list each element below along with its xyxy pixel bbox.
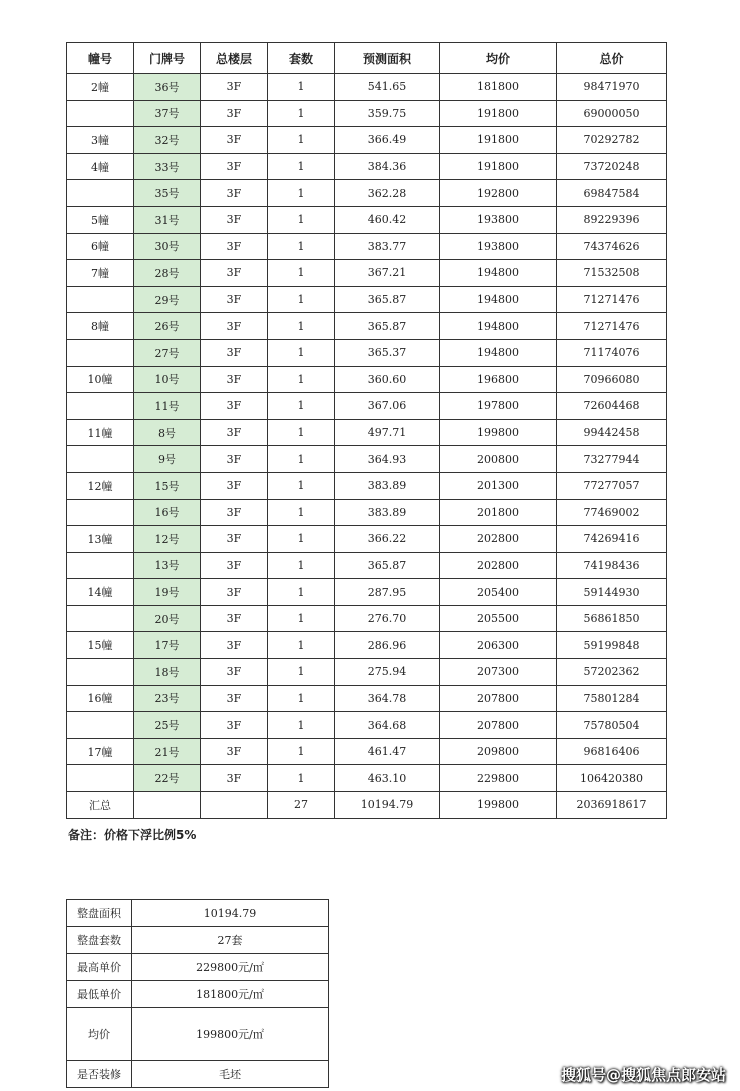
- avg-price-cell: 205400: [440, 579, 557, 606]
- avg-price-cell: 201300: [440, 472, 557, 499]
- col-units: 套数: [268, 43, 335, 74]
- summary-value: 毛坯: [132, 1061, 329, 1088]
- table-row: [67, 685, 667, 712]
- building-cell: 5幢: [67, 206, 134, 233]
- building-cell: 6幢: [67, 233, 134, 260]
- area-cell: 359.75: [335, 100, 440, 127]
- units-cell: 1: [268, 153, 335, 180]
- avg-price-cell: 192800: [440, 180, 557, 207]
- units-cell: 1: [268, 127, 335, 154]
- table-row: [67, 366, 667, 393]
- avg-price-cell: 194800: [440, 313, 557, 340]
- floors-cell: 3F: [201, 153, 268, 180]
- table-row: [67, 499, 667, 526]
- floors-cell: 3F: [201, 472, 268, 499]
- area-cell: 286.96: [335, 632, 440, 659]
- table-row: [67, 74, 667, 101]
- units-cell: 1: [268, 366, 335, 393]
- units-cell: 1: [268, 526, 335, 553]
- area-cell: 365.87: [335, 286, 440, 313]
- table-row: [67, 552, 667, 579]
- total-price-cell: 72604468: [557, 393, 667, 420]
- units-cell: 1: [268, 100, 335, 127]
- summary-table: [66, 899, 329, 1088]
- total-price-cell: 56861850: [557, 605, 667, 632]
- table-row: [67, 765, 667, 792]
- units-cell: 1: [268, 339, 335, 366]
- total-price-cell: 98471970: [557, 74, 667, 101]
- door-cell: 21号: [134, 738, 201, 765]
- building-cell: 8幢: [67, 313, 134, 340]
- building-cell: [67, 499, 134, 526]
- door-cell: 31号: [134, 206, 201, 233]
- table-row: [67, 659, 667, 686]
- area-cell: 365.87: [335, 313, 440, 340]
- building-cell: [67, 339, 134, 366]
- avg-price-cell: 229800: [440, 765, 557, 792]
- total-price-cell: 77277057: [557, 472, 667, 499]
- floors-cell: 3F: [201, 260, 268, 287]
- table-row: [67, 127, 667, 154]
- area-cell: 276.70: [335, 605, 440, 632]
- area-cell: 383.89: [335, 499, 440, 526]
- door-cell: 27号: [134, 339, 201, 366]
- door-cell: 35号: [134, 180, 201, 207]
- avg-price-cell: 181800: [440, 74, 557, 101]
- floors-cell: 3F: [201, 100, 268, 127]
- avg-price-cell: 194800: [440, 260, 557, 287]
- units-cell: 1: [268, 286, 335, 313]
- avg-price-cell: 191800: [440, 153, 557, 180]
- area-cell: 364.93: [335, 446, 440, 473]
- floors-cell: [201, 792, 268, 819]
- avg-price-cell: 207800: [440, 685, 557, 712]
- door-cell: 36号: [134, 74, 201, 101]
- area-cell: 463.10: [335, 765, 440, 792]
- door-cell: 12号: [134, 526, 201, 553]
- summary-value: 229800元/㎡: [132, 954, 329, 981]
- floors-cell: 3F: [201, 712, 268, 739]
- door-cell: 19号: [134, 579, 201, 606]
- avg-price-cell: 191800: [440, 100, 557, 127]
- building-cell: [67, 712, 134, 739]
- floors-cell: 3F: [201, 526, 268, 553]
- avg-price-cell: 193800: [440, 206, 557, 233]
- door-cell: 30号: [134, 233, 201, 260]
- summary-label: 整盘套数: [67, 927, 132, 954]
- units-cell: 1: [268, 579, 335, 606]
- summary-label: 整盘面积: [67, 900, 132, 927]
- door-cell: 33号: [134, 153, 201, 180]
- building-cell: 12幢: [67, 472, 134, 499]
- area-cell: 287.95: [335, 579, 440, 606]
- door-cell: 26号: [134, 313, 201, 340]
- floors-cell: 3F: [201, 180, 268, 207]
- summary-row: [67, 900, 329, 927]
- summary-value: 27套: [132, 927, 329, 954]
- units-cell: 1: [268, 313, 335, 340]
- area-cell: 541.65: [335, 74, 440, 101]
- floors-cell: 3F: [201, 127, 268, 154]
- total-price-cell: 106420380: [557, 765, 667, 792]
- summary-value: 199800元/㎡: [132, 1008, 329, 1061]
- units-cell: 1: [268, 393, 335, 420]
- total-price-cell: 73720248: [557, 153, 667, 180]
- area-cell: 367.21: [335, 260, 440, 287]
- area-cell: 362.28: [335, 180, 440, 207]
- floors-cell: 3F: [201, 206, 268, 233]
- floors-cell: 3F: [201, 579, 268, 606]
- summary-row: [67, 981, 329, 1008]
- table-row: [67, 632, 667, 659]
- total-price-cell: 70292782: [557, 127, 667, 154]
- table-row: [67, 233, 667, 260]
- units-cell: 1: [268, 765, 335, 792]
- building-cell: 2幢: [67, 74, 134, 101]
- table-row: [67, 526, 667, 553]
- summary-row: [67, 927, 329, 954]
- units-cell: 1: [268, 499, 335, 526]
- table-row: [67, 260, 667, 287]
- avg-price-cell: 205500: [440, 605, 557, 632]
- area-cell: 366.22: [335, 526, 440, 553]
- door-cell: 37号: [134, 100, 201, 127]
- table-row: [67, 579, 667, 606]
- table-row: [67, 100, 667, 127]
- building-cell: 14幢: [67, 579, 134, 606]
- floors-cell: 3F: [201, 339, 268, 366]
- summary-label: 最低单价: [67, 981, 132, 1008]
- building-cell: 3幢: [67, 127, 134, 154]
- col-building: 幢号: [67, 43, 134, 74]
- door-cell: 15号: [134, 472, 201, 499]
- units-cell: 1: [268, 206, 335, 233]
- col-avg-price: 均价: [440, 43, 557, 74]
- summary-value: 10194.79: [132, 900, 329, 927]
- building-cell: [67, 180, 134, 207]
- col-area: 预测面积: [335, 43, 440, 74]
- table-row: [67, 206, 667, 233]
- total-price-cell: 75780504: [557, 712, 667, 739]
- total-price-cell: 73277944: [557, 446, 667, 473]
- table-row: [67, 472, 667, 499]
- building-cell: [67, 286, 134, 313]
- avg-price-cell: 209800: [440, 738, 557, 765]
- door-cell: 18号: [134, 659, 201, 686]
- total-price-cell: 71271476: [557, 286, 667, 313]
- building-cell: [67, 659, 134, 686]
- floors-cell: 3F: [201, 286, 268, 313]
- building-cell: 11幢: [67, 419, 134, 446]
- avg-price-cell: 197800: [440, 393, 557, 420]
- table-row: [67, 153, 667, 180]
- total-price-cell: 71532508: [557, 260, 667, 287]
- price-note: 备注：价格下浮比例5%: [68, 828, 197, 842]
- area-cell: 383.89: [335, 472, 440, 499]
- units-cell: 1: [268, 685, 335, 712]
- total-price-cell: 59144930: [557, 579, 667, 606]
- units-cell: 1: [268, 260, 335, 287]
- total-price-cell: 70966080: [557, 366, 667, 393]
- table-row: [67, 419, 667, 446]
- area-cell: 461.47: [335, 738, 440, 765]
- door-cell: 32号: [134, 127, 201, 154]
- door-cell: 8号: [134, 419, 201, 446]
- area-cell: 366.49: [335, 127, 440, 154]
- area-cell: 365.87: [335, 552, 440, 579]
- units-cell: 1: [268, 659, 335, 686]
- building-cell: [67, 765, 134, 792]
- floors-cell: 3F: [201, 366, 268, 393]
- total-price-cell: 69000050: [557, 100, 667, 127]
- table-row: [67, 313, 667, 340]
- building-cell: 17幢: [67, 738, 134, 765]
- avg-price-cell: 206300: [440, 632, 557, 659]
- total-price-cell: 74374626: [557, 233, 667, 260]
- total-price-cell: 71271476: [557, 313, 667, 340]
- total-price-cell: 99442458: [557, 419, 667, 446]
- avg-price-cell: 207300: [440, 659, 557, 686]
- area-cell: 460.42: [335, 206, 440, 233]
- building-cell: [67, 393, 134, 420]
- building-cell: 4幢: [67, 153, 134, 180]
- price-table: [66, 42, 667, 819]
- area-cell: 275.94: [335, 659, 440, 686]
- door-cell: 25号: [134, 712, 201, 739]
- avg-price-cell: 193800: [440, 233, 557, 260]
- summary-row: [67, 1061, 329, 1088]
- table-row: [67, 738, 667, 765]
- door-cell: 22号: [134, 765, 201, 792]
- door-cell: [134, 792, 201, 819]
- floors-cell: 3F: [201, 738, 268, 765]
- total-price-cell: 96816406: [557, 738, 667, 765]
- building-cell: [67, 552, 134, 579]
- building-cell: [67, 605, 134, 632]
- building-cell: 13幢: [67, 526, 134, 553]
- table-header-row: [67, 43, 667, 74]
- floors-cell: 3F: [201, 313, 268, 340]
- avg-price-cell: 196800: [440, 366, 557, 393]
- area-cell: 10194.79: [335, 792, 440, 819]
- area-cell: 384.36: [335, 153, 440, 180]
- summary-value: 181800元/㎡: [132, 981, 329, 1008]
- area-cell: 364.78: [335, 685, 440, 712]
- avg-price-cell: 199800: [440, 792, 557, 819]
- units-cell: 1: [268, 552, 335, 579]
- avg-price-cell: 191800: [440, 127, 557, 154]
- col-floors: 总楼层: [201, 43, 268, 74]
- building-cell: 汇总: [67, 792, 134, 819]
- watermark: 搜狐号@搜狐焦点郎安站: [560, 1066, 726, 1084]
- table-row: [67, 180, 667, 207]
- floors-cell: 3F: [201, 74, 268, 101]
- floors-cell: 3F: [201, 446, 268, 473]
- avg-price-cell: 202800: [440, 526, 557, 553]
- table-row: [67, 446, 667, 473]
- total-price-cell: 59199848: [557, 632, 667, 659]
- floors-cell: 3F: [201, 499, 268, 526]
- col-total-price: 总价: [557, 43, 667, 74]
- building-cell: [67, 446, 134, 473]
- table-row: [67, 605, 667, 632]
- table-row: [67, 339, 667, 366]
- total-price-cell: 89229396: [557, 206, 667, 233]
- total-price-cell: 71174076: [557, 339, 667, 366]
- units-cell: 1: [268, 419, 335, 446]
- total-price-cell: 77469002: [557, 499, 667, 526]
- avg-price-cell: 202800: [440, 552, 557, 579]
- floors-cell: 3F: [201, 632, 268, 659]
- area-cell: 367.06: [335, 393, 440, 420]
- table-row: [67, 286, 667, 313]
- building-cell: 10幢: [67, 366, 134, 393]
- units-cell: 1: [268, 446, 335, 473]
- total-price-cell: 75801284: [557, 685, 667, 712]
- floors-cell: 3F: [201, 605, 268, 632]
- avg-price-cell: 199800: [440, 419, 557, 446]
- floors-cell: 3F: [201, 765, 268, 792]
- door-cell: 23号: [134, 685, 201, 712]
- units-cell: 1: [268, 605, 335, 632]
- floors-cell: 3F: [201, 419, 268, 446]
- avg-price-cell: 200800: [440, 446, 557, 473]
- area-cell: 360.60: [335, 366, 440, 393]
- summary-row: [67, 1008, 329, 1061]
- door-cell: 11号: [134, 393, 201, 420]
- summary-row: [67, 954, 329, 981]
- door-cell: 10号: [134, 366, 201, 393]
- summary-label: 最高单价: [67, 954, 132, 981]
- table-row: [67, 792, 667, 819]
- avg-price-cell: 207800: [440, 712, 557, 739]
- avg-price-cell: 201800: [440, 499, 557, 526]
- avg-price-cell: 194800: [440, 339, 557, 366]
- table-row: [67, 712, 667, 739]
- building-cell: 16幢: [67, 685, 134, 712]
- door-cell: 20号: [134, 605, 201, 632]
- floors-cell: 3F: [201, 659, 268, 686]
- floors-cell: 3F: [201, 552, 268, 579]
- avg-price-cell: 194800: [440, 286, 557, 313]
- summary-label: 是否装修: [67, 1061, 132, 1088]
- door-cell: 16号: [134, 499, 201, 526]
- door-cell: 9号: [134, 446, 201, 473]
- summary-label: 均价: [67, 1008, 132, 1061]
- units-cell: 1: [268, 472, 335, 499]
- table-row: [67, 393, 667, 420]
- total-price-cell: 69847584: [557, 180, 667, 207]
- units-cell: 1: [268, 738, 335, 765]
- area-cell: 365.37: [335, 339, 440, 366]
- door-cell: 29号: [134, 286, 201, 313]
- col-door: 门牌号: [134, 43, 201, 74]
- door-cell: 17号: [134, 632, 201, 659]
- door-cell: 28号: [134, 260, 201, 287]
- building-cell: 15幢: [67, 632, 134, 659]
- total-price-cell: 74198436: [557, 552, 667, 579]
- area-cell: 497.71: [335, 419, 440, 446]
- floors-cell: 3F: [201, 685, 268, 712]
- area-cell: 383.77: [335, 233, 440, 260]
- units-cell: 1: [268, 632, 335, 659]
- units-cell: 27: [268, 792, 335, 819]
- units-cell: 1: [268, 233, 335, 260]
- area-cell: 364.68: [335, 712, 440, 739]
- total-price-cell: 2036918617: [557, 792, 667, 819]
- units-cell: 1: [268, 74, 335, 101]
- total-price-cell: 74269416: [557, 526, 667, 553]
- door-cell: 13号: [134, 552, 201, 579]
- floors-cell: 3F: [201, 393, 268, 420]
- total-price-cell: 57202362: [557, 659, 667, 686]
- floors-cell: 3F: [201, 233, 268, 260]
- building-cell: [67, 100, 134, 127]
- building-cell: 7幢: [67, 260, 134, 287]
- units-cell: 1: [268, 180, 335, 207]
- units-cell: 1: [268, 712, 335, 739]
